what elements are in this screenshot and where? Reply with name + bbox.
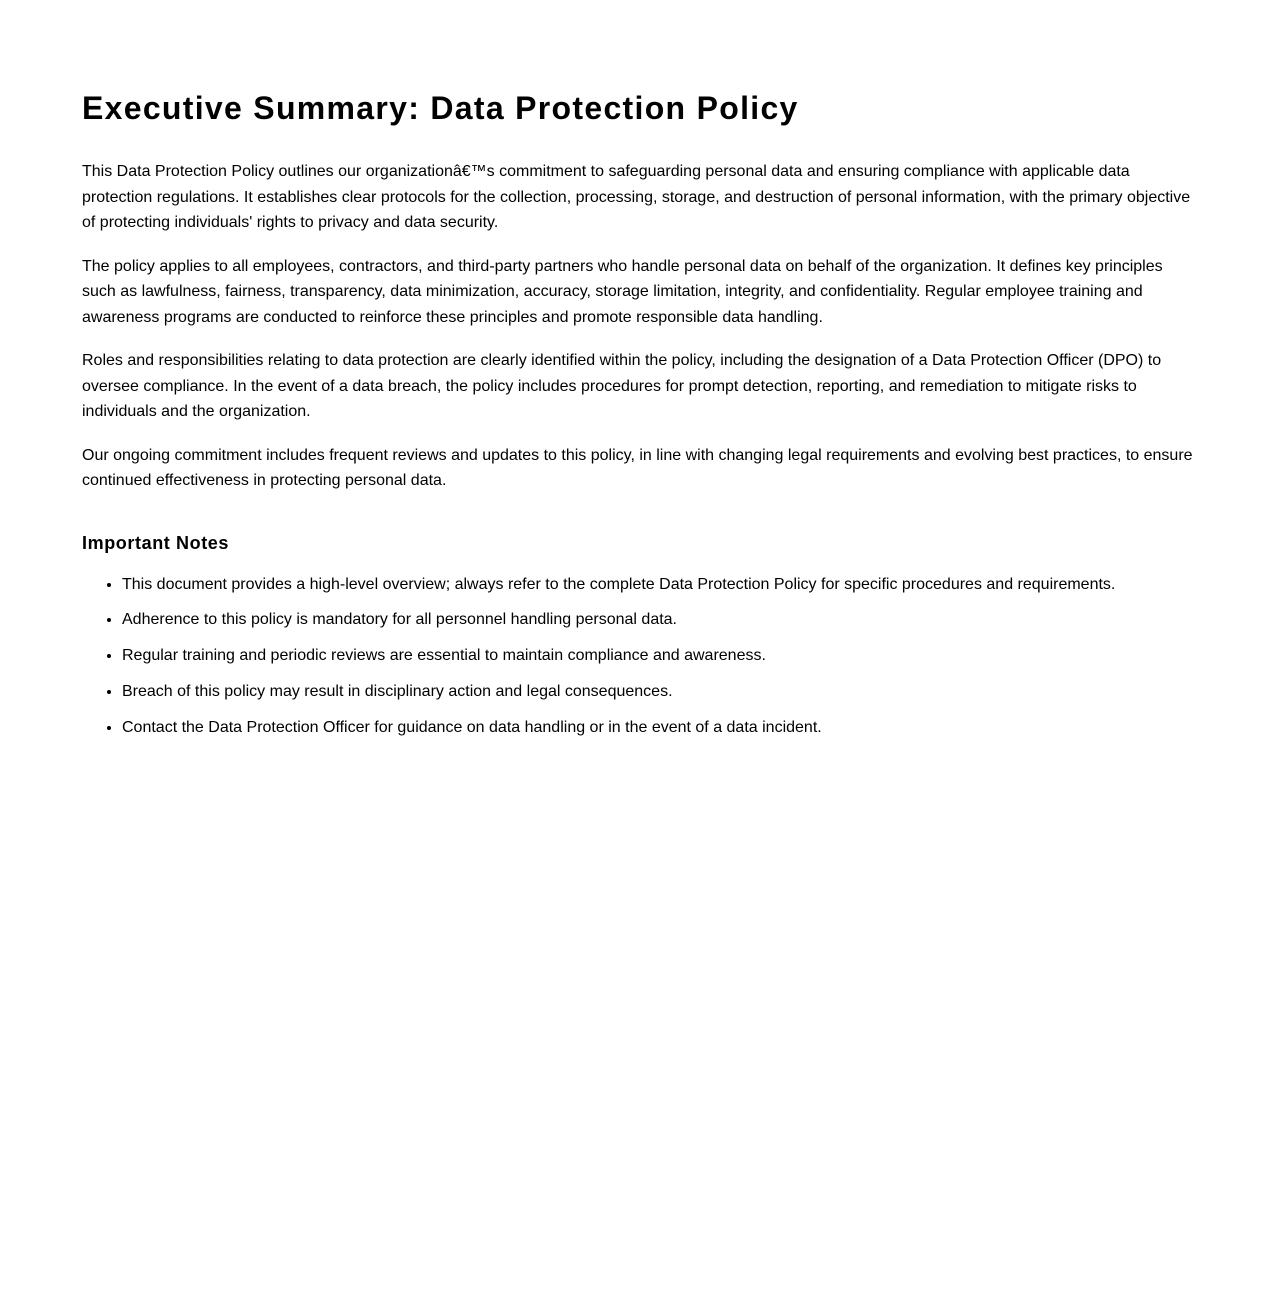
notes-list bbox=[82, 572, 1200, 741]
note-item: • Contact the Data Protection Officer for guidance on data handling or in the event of a data incident. bbox=[122, 715, 1200, 741]
summary-paragraph-3: Roles and responsibilities relating to data protection are clearly identified within the policy, including the designation of a Data Protection Officer (DPO) to oversee compliance. In the event of a data breach, the policy includes procedures for prompt detection, reporting, and remediation to mitigate risks to individuals and the organization. bbox=[82, 352, 1162, 420]
note-item: • This document provides a high-level overview; always refer to the complete Data Protection Policy for specific procedures and requirements. bbox=[122, 572, 1200, 598]
document-title: Executive Summary: Data Protection Policy bbox=[82, 90, 799, 126]
summary-paragraph-1: This Data Protection Policy outlines our organizationâ€™s commitment to safeguarding personal data and ensuring compliance with applicable data protection regulations. It establishes clear protocols for the collection, processing, storage, and destruction of personal information, with the primary objective of protecting individuals' rights to privacy and data security. bbox=[82, 163, 1191, 231]
note-item: • Breach of this policy may result in disciplinary action and legal consequences. bbox=[122, 679, 1200, 705]
note-item: • Adherence to this policy is mandatory for all personnel handling personal data. bbox=[122, 607, 1200, 633]
summary-paragraph-2: The policy applies to all employees, contractors, and third-party partners who handle personal data on behalf of the organization. It defines key principles such as lawfulness, fairness, transparency, data minimization, accuracy, storage limitation, integrity, and confidentiality. Regular employee training and awareness programs are conducted to reinforce these principles and promote responsible data handling. bbox=[82, 257, 1163, 326]
note-item: • Regular training and periodic reviews are essential to maintain compliance and awareness. bbox=[122, 643, 1200, 669]
summary-paragraph-4: Our ongoing commitment includes frequent reviews and updates to this policy, in line with changing legal requirements and evolving best practices, to ensure continued effectiveness in protecting personal data. bbox=[82, 446, 1193, 489]
notes-heading: Important Notes bbox=[82, 532, 230, 553]
